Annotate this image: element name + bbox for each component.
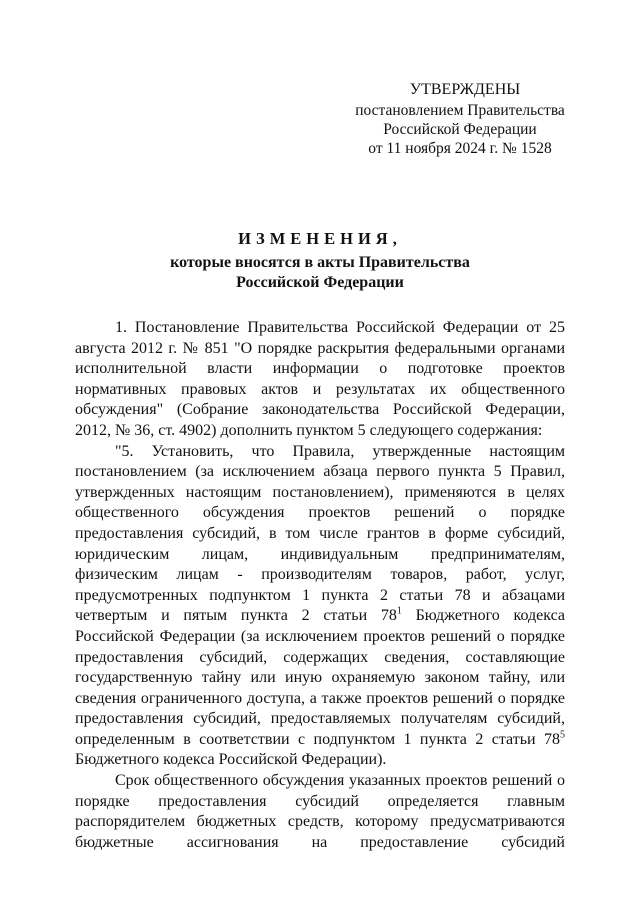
paragraph-1: 1. Постановление Правительства Российской Федерации от 25 августа 2012 г. № 851 "О порядке раскрытия федеральными органами исполнительной власти информации о подготовке проектов нормативных правовых актов и результатах их общественного обсуждения" (Собрание законодательства Российской Федерации, 2012, № 36, ст. 4902) дополнить пунктом 5 следующего содержания: [75, 319, 565, 439]
paragraph-2 [75, 442, 565, 772]
approval-stamp [340, 80, 580, 158]
approval-heading: УТВЕРЖДЕНЫ [409, 81, 521, 98]
approval-line-2: Российской Федерации [383, 121, 537, 138]
superscript-2: 5 [560, 729, 565, 741]
paragraph-2-part-1: "5. Установить, что Правила, утвержденные настоящим постановлением (за исключением абзаца первого пункта 5 Правил, утвержденных настоящим постановлением), применяются в целях общественного обсуждения проектов решений о порядке предоставления субсидий, в том числе грантов в форме субсидий, юридическим лицам, индивидуальным предпринимателям, физическим лицам - производителям товаров, работ, услуг, предусмотренных подпунктом 1 пункта 2 статьи 78 и абзацами четвертым и пятым пункта 2 статьи 78 [75, 442, 565, 625]
document-body [75, 318, 565, 853]
approval-line-3: от 11 ноября 2024 г. № 1528 [368, 140, 552, 157]
approval-line-1: постановлением Правительства [355, 102, 565, 119]
paragraph-2-part-3: Бюджетного кодекса Российской Федерации). [75, 751, 387, 769]
paragraph-3: Срок общественного обсуждения указанных проектов решений о порядке предоставления субсидий определяется главным распорядителем бюджетных средств, которому предусматриваются бюджетные ассигнования на предоставление субсидий [75, 772, 565, 851]
document-title [75, 228, 565, 293]
title-main: ИЗМЕНЕНИЯ, [238, 229, 402, 248]
superscript-1: 1 [396, 605, 402, 617]
title-sub-line-1: которые вносятся в акты Правительства [170, 254, 470, 271]
paragraph-2-part-2: Бюджетного кодекса Российской Федерации (за исключением проектов решений о порядке предоставления субсидий, содержащих сведения, составляющие государственную тайну или иную охраняемую законом тайну, или сведения ограниченного доступа, а также проектов решений о порядке предоставления субсидий, предоставляемых получателям субсидий, определенным в соответствии с подпунктом 1 пункта 2 статьи 78 [75, 607, 565, 748]
title-sub-line-2: Российской Федерации [236, 274, 404, 291]
